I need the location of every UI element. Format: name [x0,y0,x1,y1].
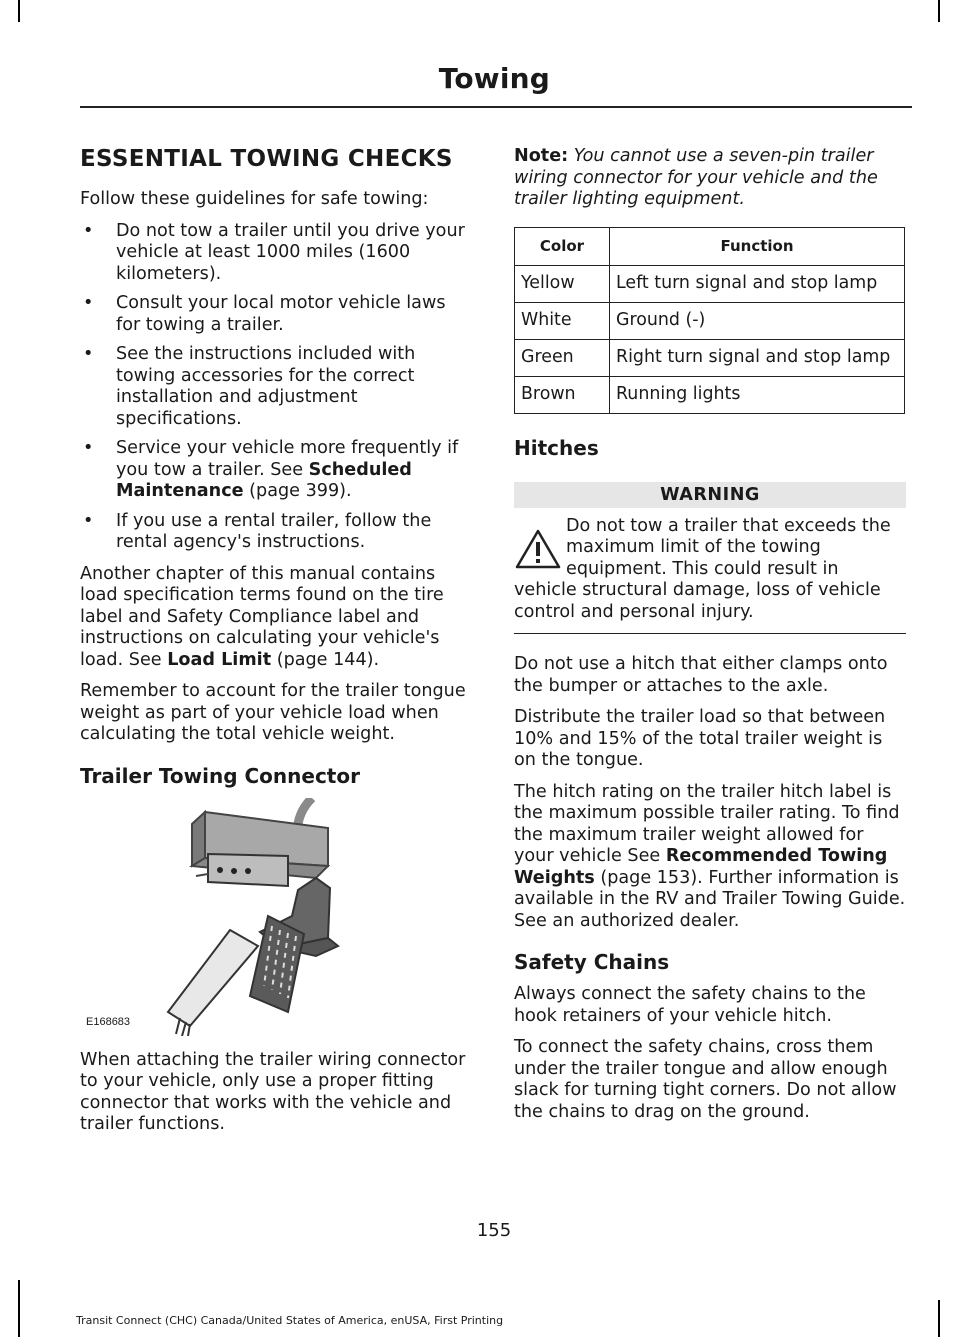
note: Note: You cannot use a seven-pin trailer wiring connector for your vehicle and the trailer lighting equipment. [514,146,878,209]
crop-mark [938,1300,940,1337]
cell-color: White [515,302,610,339]
chains-cross-paragraph: To connect the safety chains, cross them under the trailer tongue and allow enough slack for turning tight corners. Do not allow the chains to drag on the ground. [514,1037,897,1122]
connector-drawing [80,798,475,1036]
list-item: • Consult your local motor vehicle laws for towing a trailer. [83,293,446,335]
hitches-heading: Hitches [514,435,599,460]
chains-connect-paragraph: Always connect the safety chains to the hook retainers of your vehicle hitch. [514,984,866,1026]
table-row [515,339,905,376]
cell-function: Ground (-) [610,302,905,339]
left-column [80,146,475,1146]
crop-mark [18,0,20,22]
cell-color: Yellow [515,265,610,302]
load-limit-link[interactable]: Load Limit [167,649,272,670]
section-heading: ESSENTIAL TOWING CHECKS [80,146,453,172]
warning-text: Do not tow a trailer that exceeds the maximum limit of the towing equipment. This could result in vehicle structural damage, loss of vehicle control and personal injury. [514,515,891,622]
tongue-weight-paragraph: Remember to account for the trailer tongue weight as part of your vehicle load when calculating the total vehicle weight. [80,681,466,744]
hitch-rating-paragraph: The hitch rating on the trailer hitch label is the maximum possible trailer rating. To find the maximum trailer weight allowed for your vehicle See Recommended Towing Weights (page 153). Further information is available in the RV and Trailer Towing Guide. See an authorized dealer. [514,781,906,931]
list-item: • Do not tow a trailer until you drive your vehicle at least 1000 miles (1600 kilometers). [83,220,465,284]
list-item: • Service your vehicle more frequently if you tow a trailer. See Scheduled Maintenance (page 399). [83,438,459,501]
right-column [514,146,906,1133]
column-header-function: Function [610,227,905,265]
cell-color: Green [515,339,610,376]
scheduled-maintenance-link[interactable]: Scheduled Maintenance [116,459,412,501]
cell-color: Brown [515,376,610,413]
recommended-towing-weights-link[interactable]: Recommended Towing Weights [514,846,888,888]
warning-banner: WARNING [514,482,906,508]
table-header-row [515,227,905,265]
header-rule [80,106,912,108]
intro-text: Follow these guidelines for safe towing: [80,189,429,209]
cell-function: Running lights [610,376,905,413]
table-row [515,265,905,302]
figure-code: E168683 [86,1015,131,1028]
load-spec-paragraph: Another chapter of this manual contains load specification terms found on the tire label and Safety Compliance label and instructions on calculating your vehicle's load. See Load Limit (page 144). [80,563,444,670]
subsection-heading: Trailer Towing Connector [80,763,360,788]
load-distribution-paragraph: Distribute the trailer load so that between 10% and 15% of the total trailer weight is on the tongue. [514,707,886,770]
cell-function: Left turn signal and stop lamp [610,265,905,302]
page-number: 155 [476,1220,512,1241]
page-title: Towing [438,62,550,95]
wiring-table [514,227,905,414]
crop-mark [18,1280,20,1337]
footer-text: Transit Connect (CHC) Canada/United States of America, enUSA, First Printing [76,1314,504,1327]
table-row [515,302,905,339]
cell-function: Right turn signal and stop lamp [610,339,905,376]
list-item: • See the instructions included with towing accessories for the correct installation and adjustment specifications. [83,344,416,429]
warning-box [514,508,906,635]
warning-triangle-icon [514,528,562,570]
connector-paragraph: When attaching the trailer wiring connector to your vehicle, only use a proper fitting connector that works with the vehicle and trailer functions. [80,1049,466,1134]
column-header-color: Color [515,227,610,265]
table-row [515,376,905,413]
hitch-clamp-paragraph: Do not use a hitch that either clamps onto the bumper or attaches to the axle. [514,654,888,696]
guideline-list [80,221,475,554]
list-item: • If you use a rental trailer, follow the rental agency's instructions. [83,510,432,552]
safety-chains-heading: Safety Chains [514,950,670,974]
crop-mark [938,0,940,22]
trailer-connector-illustration [80,798,475,1036]
